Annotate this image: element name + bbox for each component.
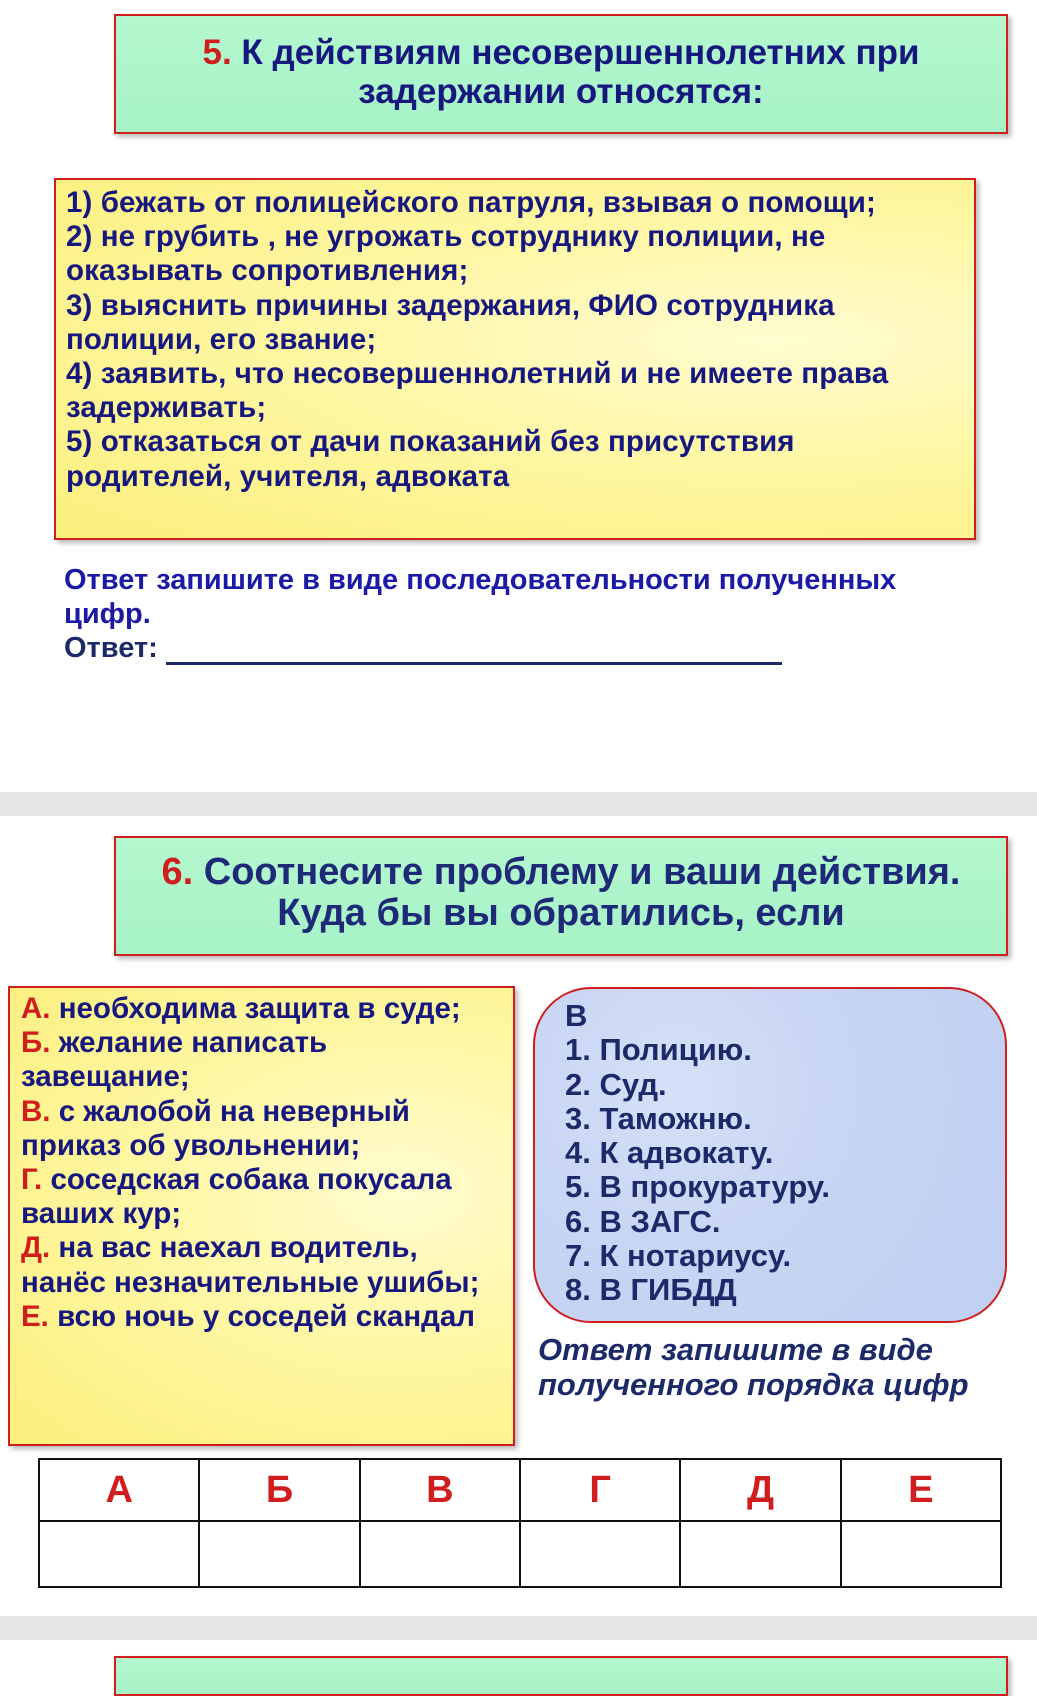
question-6-title: Соотнесите проблему и ваши действия. Куда бы вы обратились, если bbox=[203, 851, 961, 934]
answer-column-header: Б bbox=[199, 1459, 359, 1521]
action-item: 6. В ЗАГС. bbox=[565, 1203, 721, 1239]
action-item: 3. Таможню. bbox=[565, 1100, 752, 1136]
action-item: 5. В прокуратуру. bbox=[565, 1169, 831, 1205]
problem-letter: Б. bbox=[21, 1026, 51, 1060]
problem-letter: Д. bbox=[21, 1231, 51, 1265]
answer-blank-line[interactable] bbox=[166, 635, 782, 665]
action-item: 7. К нотариусу. bbox=[565, 1238, 792, 1274]
problem-letter: В. bbox=[21, 1094, 51, 1128]
problem-v bbox=[21, 1095, 502, 1163]
answer-grid-header-row bbox=[39, 1459, 1001, 1521]
problem-e bbox=[21, 1300, 502, 1334]
problem-b bbox=[21, 1026, 502, 1094]
answer-grid bbox=[38, 1458, 1002, 1588]
answer-cell-v[interactable] bbox=[360, 1521, 520, 1587]
problem-text: на вас наехал водитель, нанёс незначительные ушибы; bbox=[21, 1231, 480, 1299]
problem-text: соседская собака покусала ваших кур; bbox=[21, 1163, 452, 1231]
actions-panel bbox=[533, 987, 1007, 1323]
problem-letter: Е. bbox=[21, 1299, 49, 1333]
problem-a bbox=[21, 992, 502, 1026]
option-3: 3) выяснить причины задержания, ФИО сотрудника полиции, его звание; bbox=[66, 288, 835, 356]
problems-box bbox=[8, 986, 515, 1446]
slide-separator bbox=[0, 1616, 1037, 1640]
question-5-options-box bbox=[54, 178, 976, 540]
action-item: 4. К адвокату. bbox=[565, 1135, 774, 1171]
answer-label: Ответ: bbox=[64, 632, 158, 664]
problem-text: желание написать завещание; bbox=[21, 1026, 328, 1094]
question-5-title-box bbox=[114, 14, 1008, 134]
slide-question-5 bbox=[0, 0, 1037, 792]
next-slide-title-box bbox=[114, 1656, 1008, 1696]
question-6-number: 6. bbox=[161, 851, 194, 893]
answer-column-header: В bbox=[360, 1459, 520, 1521]
answer-cell-d[interactable] bbox=[680, 1521, 840, 1587]
option-5: 5) отказаться от дачи показаний без присутствия родителей, учителя, адвоката bbox=[66, 425, 795, 493]
action-item: 8. В ГИБДД bbox=[565, 1272, 737, 1308]
answer-cell-a[interactable] bbox=[39, 1521, 199, 1587]
actions-header: В bbox=[565, 998, 588, 1033]
question-5-instruction: Ответ запишите в виде последовательности полученных цифр. bbox=[64, 564, 897, 630]
question-5-number: 5. bbox=[202, 33, 232, 72]
problem-letter: Г. bbox=[21, 1163, 43, 1197]
answer-grid-input-row bbox=[39, 1521, 1001, 1587]
question-6-title-box bbox=[114, 836, 1008, 956]
problem-text: всю ночь у соседей скандал bbox=[57, 1299, 476, 1333]
question-6-instruction: Ответ запишите в виде полученного порядка цифр bbox=[538, 1332, 969, 1402]
option-1: 1) бежать от полицейского патруля, взывая о помощи; bbox=[66, 186, 876, 219]
answer-column-header: Д bbox=[680, 1459, 840, 1521]
problem-g bbox=[21, 1163, 502, 1231]
action-item: 2. Суд. bbox=[565, 1066, 667, 1102]
problem-letter: А. bbox=[21, 992, 51, 1025]
problem-d bbox=[21, 1231, 502, 1299]
answer-cell-g[interactable] bbox=[520, 1521, 680, 1587]
answer-cell-b[interactable] bbox=[199, 1521, 359, 1587]
answer-column-header: Г bbox=[520, 1459, 680, 1521]
option-2: 2) не грубить , не угрожать сотруднику полиции, не оказывать сопротивления; bbox=[66, 220, 826, 288]
slide-separator bbox=[0, 792, 1037, 816]
answer-column-header: Е bbox=[841, 1459, 1001, 1521]
question-5-title: К действиям несовершеннолетних при задержании относятся: bbox=[241, 33, 920, 111]
action-item: 1. Полицию. bbox=[565, 1032, 752, 1068]
answer-column-header: А bbox=[39, 1459, 199, 1521]
question-5-answer-area bbox=[64, 563, 964, 665]
problem-text: с жалобой на неверный приказ об увольнении; bbox=[21, 1094, 410, 1162]
answer-cell-e[interactable] bbox=[841, 1521, 1001, 1587]
problem-text: необходима защита в суде; bbox=[58, 992, 461, 1025]
option-4: 4) заявить, что несовершеннолетний и не имеете права задерживать; bbox=[66, 357, 889, 425]
